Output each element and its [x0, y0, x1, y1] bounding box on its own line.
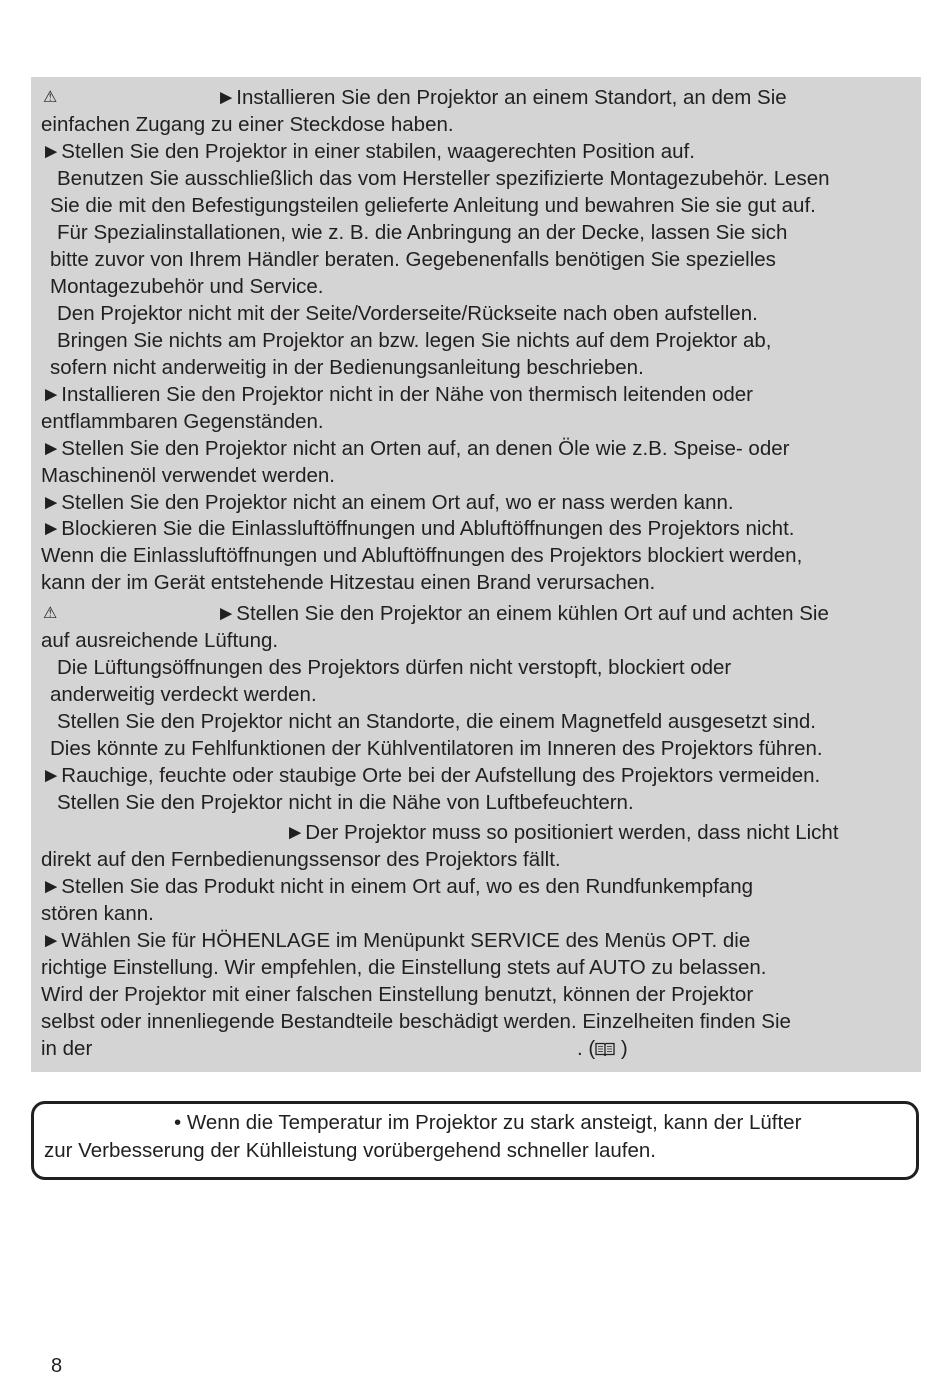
- warning-text-line: sofern nicht anderweitig in der Bedienungsanleitung beschrieben.: [50, 356, 644, 379]
- caution-text-line: ►Rauchige, feuchte oder staubige Orte bei der Aufstellung des Projektors vermeiden.: [41, 764, 821, 787]
- warning-text-line: ►Stellen Sie den Projektor nicht an einem Ort auf, wo er nass werden kann.: [41, 491, 734, 514]
- book-icon: [595, 1042, 615, 1056]
- notice-text-line: Wird der Projektor mit einer falschen Einstellung benutzt, können der Projektor: [41, 983, 754, 1006]
- warning-triangle-icon: ⚠: [43, 89, 58, 106]
- warning-text-line: Montagezubehör und Service.: [50, 275, 324, 298]
- notice-text-line: selbst oder innenliegende Bestandteile beschädigt werden. Einzelheiten finden Sie: [41, 1010, 791, 1033]
- caution-text-line: anderweitig verdeckt werden.: [50, 683, 317, 706]
- warning-text-line: Sie die mit den Befestigungsteilen gelieferte Anleitung und bewahren Sie sie gut auf.: [50, 194, 816, 217]
- warning-text-line: ►Installieren Sie den Projektor nicht in der Nähe von thermisch leitenden oder: [41, 383, 753, 406]
- warning-text-line: Wenn die Einlassluftöffnungen und Abluftöffnungen des Projektors blockiert werden,: [41, 544, 803, 567]
- note-text-line: zur Verbesserung der Kühlleistung vorübergehend schneller laufen.: [44, 1139, 656, 1162]
- caution-text-line: auf ausreichende Lüftung.: [41, 629, 279, 652]
- warning-text-line: kann der im Gerät entstehende Hitzestau einen Brand verursachen.: [41, 571, 656, 594]
- reference-close: ): [620, 1037, 628, 1060]
- warning-text-line: ►Stellen Sie den Projektor nicht an Orten auf, an denen Öle wie z.B. Speise- oder: [41, 437, 790, 460]
- caution-text-line: Die Lüftungsöffnungen des Projektors dürfen nicht verstopft, blockiert oder: [57, 656, 732, 679]
- warning-text-line: Benutzen Sie ausschließlich das vom Hersteller spezifizierte Montagezubehör. Lesen: [57, 167, 830, 190]
- manual-reference: [577, 1035, 628, 1062]
- caution-text-line: Stellen Sie den Projektor nicht an Standorte, die einem Magnetfeld ausgesetzt sind.: [57, 710, 816, 733]
- notice-text-line: ►Wählen Sie für HÖHENLAGE im Menüpunkt SERVICE des Menüs OPT. die: [41, 929, 751, 952]
- notice-text-line: direkt auf den Fernbedienungssensor des Projektors fällt.: [41, 848, 561, 871]
- warning-text-line: Maschinenöl verwendet werden.: [41, 464, 335, 487]
- notice-text-line: ►Der Projektor muss so positioniert werden, dass nicht Licht: [285, 821, 839, 844]
- warning-text-line: entflammbaren Gegenständen.: [41, 410, 324, 433]
- warning-text-line: bitte zuvor von Ihrem Händler beraten. Gegebenenfalls benötigen Sie spezielles: [50, 248, 776, 271]
- reference-open: . (: [577, 1037, 596, 1060]
- caution-text-line: Stellen Sie den Projektor nicht in die Nähe von Luftbefeuchtern.: [57, 791, 634, 814]
- notice-text-line: richtige Einstellung. Wir empfehlen, die Einstellung stets auf AUTO zu belassen.: [41, 956, 767, 979]
- notice-text-line: in der: [41, 1037, 93, 1060]
- note-text-line: • Wenn die Temperatur im Projektor zu stark ansteigt, kann der Lüfter: [174, 1111, 802, 1134]
- caution-text-line: Dies könnte zu Fehlfunktionen der Kühlventilatoren im Inneren des Projektors führen.: [50, 737, 823, 760]
- warning-text-line: ►Installieren Sie den Projektor an einem Standort, an dem Sie: [216, 86, 787, 109]
- warning-text-line: ►Stellen Sie den Projektor in einer stabilen, waagerechten Position auf.: [41, 140, 695, 163]
- notice-text-line: ►Stellen Sie das Produkt nicht in einem Ort auf, wo es den Rundfunkempfang: [41, 875, 753, 898]
- warning-text-line: Den Projektor nicht mit der Seite/Vorderseite/Rückseite nach oben aufstellen.: [57, 302, 758, 325]
- page-number: 8: [51, 1355, 63, 1377]
- warning-text-line: Bringen Sie nichts am Projektor an bzw. legen Sie nichts auf dem Projektor ab,: [57, 329, 772, 352]
- caution-text-line: ►Stellen Sie den Projektor an einem kühlen Ort auf und achten Sie: [216, 602, 829, 625]
- warning-triangle-icon: ⚠: [43, 605, 58, 622]
- warning-text-line: ►Blockieren Sie die Einlassluftöffnungen und Abluftöffnungen des Projektors nicht.: [41, 517, 795, 540]
- warning-text-line: einfachen Zugang zu einer Steckdose haben.: [41, 113, 454, 136]
- notice-text-line: stören kann.: [41, 902, 154, 925]
- warning-text-line: Für Spezialinstallationen, wie z. B. die Anbringung an der Decke, lassen Sie sich: [57, 221, 788, 244]
